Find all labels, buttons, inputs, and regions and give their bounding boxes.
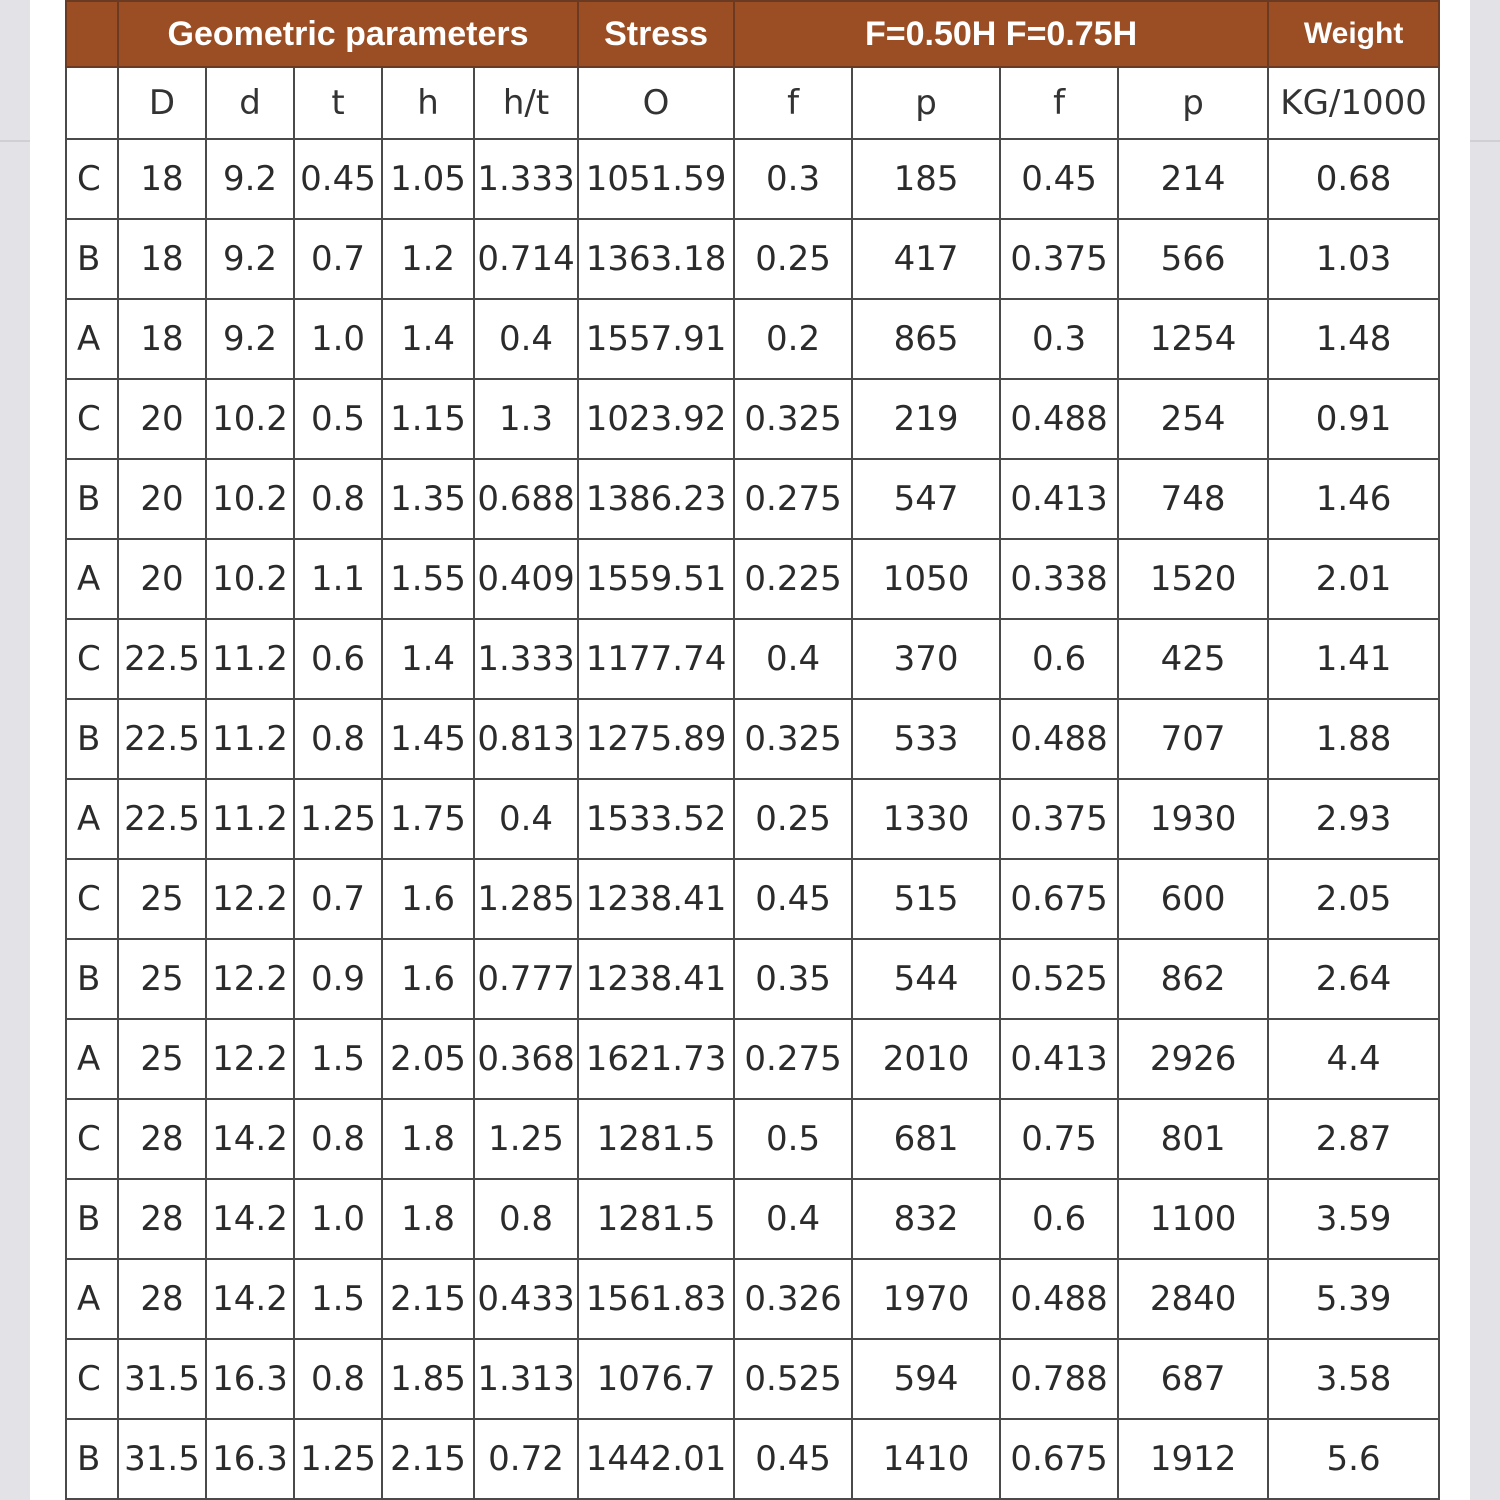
- subheader-outer-diameter: D: [118, 67, 206, 139]
- table-row: [66, 139, 1439, 219]
- cell-deflection-075: 0.488: [1000, 379, 1118, 459]
- header-corner-cell: [66, 1, 118, 67]
- cell-type: A: [66, 1019, 118, 1099]
- cell-height: 2.05: [382, 1019, 474, 1099]
- cell-inner-diameter: 14.2: [206, 1099, 294, 1179]
- cell-height: 1.6: [382, 859, 474, 939]
- cell-type: B: [66, 699, 118, 779]
- table-body: [66, 139, 1439, 1499]
- cell-deflection-075: 0.375: [1000, 779, 1118, 859]
- cell-load-075: 1520: [1118, 539, 1268, 619]
- cell-height: 1.85: [382, 1339, 474, 1419]
- cell-deflection-050: 0.45: [734, 859, 852, 939]
- left-margin-line: [0, 140, 30, 142]
- cell-weight: 5.39: [1268, 1259, 1439, 1339]
- cell-stress: 1386.23: [578, 459, 734, 539]
- subheader-load-050: p: [852, 67, 1000, 139]
- cell-type: A: [66, 779, 118, 859]
- cell-thickness: 0.8: [294, 459, 382, 539]
- cell-weight: 3.59: [1268, 1179, 1439, 1259]
- cell-thickness: 0.8: [294, 699, 382, 779]
- cell-height-ratio: 1.3: [474, 379, 578, 459]
- cell-thickness: 0.7: [294, 859, 382, 939]
- cell-height-ratio: 1.285: [474, 859, 578, 939]
- cell-load-075: 748: [1118, 459, 1268, 539]
- cell-weight: 1.41: [1268, 619, 1439, 699]
- header-geometric-parameters: Geometric parameters: [118, 1, 578, 67]
- cell-weight: 1.88: [1268, 699, 1439, 779]
- cell-deflection-075: 0.6: [1000, 619, 1118, 699]
- cell-weight: 1.03: [1268, 219, 1439, 299]
- cell-weight: 2.01: [1268, 539, 1439, 619]
- cell-deflection-050: 0.25: [734, 779, 852, 859]
- subheader-deflection-075: f: [1000, 67, 1118, 139]
- header-deflection-load: F=0.50H F=0.75H: [734, 1, 1268, 67]
- cell-load-075: 1254: [1118, 299, 1268, 379]
- table-row: [66, 699, 1439, 779]
- cell-deflection-050: 0.275: [734, 459, 852, 539]
- cell-type: C: [66, 379, 118, 459]
- cell-load-075: 1930: [1118, 779, 1268, 859]
- cell-deflection-075: 0.788: [1000, 1339, 1118, 1419]
- subheader-row: [66, 67, 1439, 139]
- cell-stress: 1238.41: [578, 939, 734, 1019]
- cell-stress: 1363.18: [578, 219, 734, 299]
- cell-thickness: 1.5: [294, 1019, 382, 1099]
- table-row: [66, 1259, 1439, 1339]
- cell-height: 2.15: [382, 1419, 474, 1499]
- subheader-height-ratio: h/t: [474, 67, 578, 139]
- cell-weight: 4.4: [1268, 1019, 1439, 1099]
- subheader-deflection-050: f: [734, 67, 852, 139]
- subheader-inner-diameter: d: [206, 67, 294, 139]
- table-row: [66, 1339, 1439, 1419]
- cell-height: 1.4: [382, 299, 474, 379]
- header-group-row: [66, 1, 1439, 67]
- cell-weight: 3.58: [1268, 1339, 1439, 1419]
- table-row: [66, 219, 1439, 299]
- cell-stress: 1442.01: [578, 1419, 734, 1499]
- cell-inner-diameter: 10.2: [206, 459, 294, 539]
- cell-deflection-050: 0.35: [734, 939, 852, 1019]
- cell-deflection-075: 0.6: [1000, 1179, 1118, 1259]
- cell-weight: 2.93: [1268, 779, 1439, 859]
- subheader-height: h: [382, 67, 474, 139]
- cell-load-075: 2926: [1118, 1019, 1268, 1099]
- cell-weight: 2.87: [1268, 1099, 1439, 1179]
- cell-height-ratio: 0.4: [474, 299, 578, 379]
- cell-load-050: 370: [852, 619, 1000, 699]
- cell-load-050: 547: [852, 459, 1000, 539]
- cell-load-050: 417: [852, 219, 1000, 299]
- cell-load-050: 544: [852, 939, 1000, 1019]
- table-row: [66, 379, 1439, 459]
- table-row: [66, 779, 1439, 859]
- subheader-stress: O: [578, 67, 734, 139]
- cell-deflection-075: 0.338: [1000, 539, 1118, 619]
- cell-height-ratio: 0.8: [474, 1179, 578, 1259]
- cell-inner-diameter: 16.3: [206, 1419, 294, 1499]
- cell-deflection-050: 0.25: [734, 219, 852, 299]
- cell-load-075: 687: [1118, 1339, 1268, 1419]
- cell-weight: 1.48: [1268, 299, 1439, 379]
- cell-load-075: 600: [1118, 859, 1268, 939]
- table-row: [66, 859, 1439, 939]
- cell-inner-diameter: 14.2: [206, 1259, 294, 1339]
- cell-load-050: 1970: [852, 1259, 1000, 1339]
- cell-load-075: 425: [1118, 619, 1268, 699]
- cell-load-050: 2010: [852, 1019, 1000, 1099]
- cell-deflection-075: 0.675: [1000, 1419, 1118, 1499]
- cell-height: 1.15: [382, 379, 474, 459]
- cell-type: B: [66, 219, 118, 299]
- cell-outer-diameter: 22.5: [118, 779, 206, 859]
- cell-type: A: [66, 299, 118, 379]
- cell-inner-diameter: 11.2: [206, 779, 294, 859]
- subheader-thickness: t: [294, 67, 382, 139]
- cell-inner-diameter: 9.2: [206, 299, 294, 379]
- cell-load-050: 681: [852, 1099, 1000, 1179]
- cell-thickness: 1.0: [294, 299, 382, 379]
- cell-thickness: 0.6: [294, 619, 382, 699]
- cell-height: 1.05: [382, 139, 474, 219]
- cell-load-050: 515: [852, 859, 1000, 939]
- cell-deflection-075: 0.3: [1000, 299, 1118, 379]
- table-row: [66, 299, 1439, 379]
- cell-height: 1.6: [382, 939, 474, 1019]
- cell-thickness: 1.1: [294, 539, 382, 619]
- cell-load-050: 219: [852, 379, 1000, 459]
- cell-height: 1.55: [382, 539, 474, 619]
- cell-type: C: [66, 1099, 118, 1179]
- cell-inner-diameter: 12.2: [206, 939, 294, 1019]
- cell-type: A: [66, 1259, 118, 1339]
- cell-deflection-050: 0.3: [734, 139, 852, 219]
- cell-deflection-075: 0.675: [1000, 859, 1118, 939]
- cell-load-050: 865: [852, 299, 1000, 379]
- cell-height-ratio: 0.368: [474, 1019, 578, 1099]
- cell-height: 1.8: [382, 1099, 474, 1179]
- cell-load-075: 1912: [1118, 1419, 1268, 1499]
- table-row: [66, 619, 1439, 699]
- subheader-type: [66, 67, 118, 139]
- cell-deflection-050: 0.4: [734, 619, 852, 699]
- cell-height-ratio: 0.72: [474, 1419, 578, 1499]
- cell-inner-diameter: 14.2: [206, 1179, 294, 1259]
- table-row: [66, 939, 1439, 1019]
- cell-height: 1.45: [382, 699, 474, 779]
- cell-outer-diameter: 18: [118, 299, 206, 379]
- cell-outer-diameter: 31.5: [118, 1339, 206, 1419]
- cell-outer-diameter: 25: [118, 859, 206, 939]
- cell-stress: 1621.73: [578, 1019, 734, 1099]
- cell-stress: 1177.74: [578, 619, 734, 699]
- cell-deflection-050: 0.325: [734, 379, 852, 459]
- cell-load-050: 594: [852, 1339, 1000, 1419]
- cell-stress: 1281.5: [578, 1179, 734, 1259]
- spring-spec-table: [65, 0, 1440, 1500]
- cell-outer-diameter: 28: [118, 1179, 206, 1259]
- cell-type: B: [66, 939, 118, 1019]
- cell-load-075: 707: [1118, 699, 1268, 779]
- cell-thickness: 1.0: [294, 1179, 382, 1259]
- cell-outer-diameter: 20: [118, 459, 206, 539]
- cell-deflection-075: 0.375: [1000, 219, 1118, 299]
- cell-inner-diameter: 10.2: [206, 539, 294, 619]
- cell-inner-diameter: 10.2: [206, 379, 294, 459]
- cell-type: A: [66, 539, 118, 619]
- cell-type: B: [66, 1419, 118, 1499]
- cell-height: 2.15: [382, 1259, 474, 1339]
- subheader-weight-unit: KG/1000: [1268, 67, 1439, 139]
- cell-height-ratio: 0.409: [474, 539, 578, 619]
- cell-load-050: 533: [852, 699, 1000, 779]
- cell-height: 1.35: [382, 459, 474, 539]
- cell-weight: 0.91: [1268, 379, 1439, 459]
- cell-deflection-075: 0.488: [1000, 699, 1118, 779]
- cell-load-075: 2840: [1118, 1259, 1268, 1339]
- cell-height-ratio: 1.313: [474, 1339, 578, 1419]
- cell-deflection-050: 0.326: [734, 1259, 852, 1339]
- cell-type: C: [66, 859, 118, 939]
- cell-stress: 1557.91: [578, 299, 734, 379]
- cell-stress: 1076.7: [578, 1339, 734, 1419]
- table-row: [66, 1099, 1439, 1179]
- cell-stress: 1275.89: [578, 699, 734, 779]
- cell-stress: 1023.92: [578, 379, 734, 459]
- subheader-load-075: p: [1118, 67, 1268, 139]
- cell-weight: 0.68: [1268, 139, 1439, 219]
- cell-stress: 1051.59: [578, 139, 734, 219]
- cell-thickness: 0.45: [294, 139, 382, 219]
- cell-deflection-075: 0.75: [1000, 1099, 1118, 1179]
- table-row: [66, 1419, 1439, 1499]
- cell-outer-diameter: 18: [118, 219, 206, 299]
- cell-height: 1.4: [382, 619, 474, 699]
- cell-deflection-075: 0.488: [1000, 1259, 1118, 1339]
- cell-load-075: 862: [1118, 939, 1268, 1019]
- cell-outer-diameter: 20: [118, 379, 206, 459]
- right-margin-line: [1470, 140, 1500, 142]
- cell-load-075: 566: [1118, 219, 1268, 299]
- cell-inner-diameter: 9.2: [206, 139, 294, 219]
- cell-stress: 1533.52: [578, 779, 734, 859]
- cell-height: 1.75: [382, 779, 474, 859]
- header-weight: Weight: [1268, 1, 1439, 67]
- cell-height: 1.2: [382, 219, 474, 299]
- cell-outer-diameter: 25: [118, 1019, 206, 1099]
- cell-load-075: 254: [1118, 379, 1268, 459]
- cell-outer-diameter: 18: [118, 139, 206, 219]
- cell-deflection-050: 0.525: [734, 1339, 852, 1419]
- table-row: [66, 1019, 1439, 1099]
- cell-thickness: 0.8: [294, 1099, 382, 1179]
- cell-inner-diameter: 11.2: [206, 619, 294, 699]
- cell-stress: 1281.5: [578, 1099, 734, 1179]
- cell-height-ratio: 0.813: [474, 699, 578, 779]
- cell-height-ratio: 1.25: [474, 1099, 578, 1179]
- cell-thickness: 0.8: [294, 1339, 382, 1419]
- cell-deflection-050: 0.4: [734, 1179, 852, 1259]
- cell-load-050: 1050: [852, 539, 1000, 619]
- cell-deflection-050: 0.225: [734, 539, 852, 619]
- cell-thickness: 0.7: [294, 219, 382, 299]
- cell-type: C: [66, 139, 118, 219]
- cell-deflection-050: 0.2: [734, 299, 852, 379]
- cell-inner-diameter: 16.3: [206, 1339, 294, 1419]
- cell-height-ratio: 0.777: [474, 939, 578, 1019]
- cell-outer-diameter: 25: [118, 939, 206, 1019]
- cell-stress: 1238.41: [578, 859, 734, 939]
- cell-outer-diameter: 31.5: [118, 1419, 206, 1499]
- cell-height-ratio: 0.4: [474, 779, 578, 859]
- cell-deflection-050: 0.45: [734, 1419, 852, 1499]
- cell-outer-diameter: 22.5: [118, 619, 206, 699]
- cell-inner-diameter: 12.2: [206, 859, 294, 939]
- cell-outer-diameter: 20: [118, 539, 206, 619]
- header-stress: Stress: [578, 1, 734, 67]
- cell-weight: 2.05: [1268, 859, 1439, 939]
- cell-type: C: [66, 1339, 118, 1419]
- cell-deflection-075: 0.525: [1000, 939, 1118, 1019]
- cell-load-050: 185: [852, 139, 1000, 219]
- cell-height-ratio: 1.333: [474, 619, 578, 699]
- cell-deflection-075: 0.413: [1000, 1019, 1118, 1099]
- cell-type: C: [66, 619, 118, 699]
- cell-thickness: 1.25: [294, 1419, 382, 1499]
- cell-deflection-050: 0.275: [734, 1019, 852, 1099]
- cell-deflection-050: 0.325: [734, 699, 852, 779]
- cell-type: B: [66, 459, 118, 539]
- table-row: [66, 459, 1439, 539]
- cell-deflection-050: 0.5: [734, 1099, 852, 1179]
- cell-height-ratio: 1.333: [474, 139, 578, 219]
- cell-deflection-075: 0.413: [1000, 459, 1118, 539]
- cell-load-050: 1410: [852, 1419, 1000, 1499]
- cell-stress: 1559.51: [578, 539, 734, 619]
- cell-inner-diameter: 11.2: [206, 699, 294, 779]
- cell-height: 1.8: [382, 1179, 474, 1259]
- cell-inner-diameter: 12.2: [206, 1019, 294, 1099]
- cell-outer-diameter: 28: [118, 1099, 206, 1179]
- cell-load-050: 1330: [852, 779, 1000, 859]
- cell-load-075: 1100: [1118, 1179, 1268, 1259]
- table-row: [66, 539, 1439, 619]
- cell-outer-diameter: 22.5: [118, 699, 206, 779]
- table-row: [66, 1179, 1439, 1259]
- cell-outer-diameter: 28: [118, 1259, 206, 1339]
- cell-weight: 2.64: [1268, 939, 1439, 1019]
- cell-height-ratio: 0.688: [474, 459, 578, 539]
- cell-load-050: 832: [852, 1179, 1000, 1259]
- cell-height-ratio: 0.433: [474, 1259, 578, 1339]
- cell-weight: 5.6: [1268, 1419, 1439, 1499]
- cell-thickness: 0.9: [294, 939, 382, 1019]
- cell-stress: 1561.83: [578, 1259, 734, 1339]
- cell-thickness: 1.25: [294, 779, 382, 859]
- cell-load-075: 801: [1118, 1099, 1268, 1179]
- cell-height-ratio: 0.714: [474, 219, 578, 299]
- cell-thickness: 0.5: [294, 379, 382, 459]
- cell-inner-diameter: 9.2: [206, 219, 294, 299]
- cell-type: B: [66, 1179, 118, 1259]
- cell-deflection-075: 0.45: [1000, 139, 1118, 219]
- cell-thickness: 1.5: [294, 1259, 382, 1339]
- cell-weight: 1.46: [1268, 459, 1439, 539]
- cell-load-075: 214: [1118, 139, 1268, 219]
